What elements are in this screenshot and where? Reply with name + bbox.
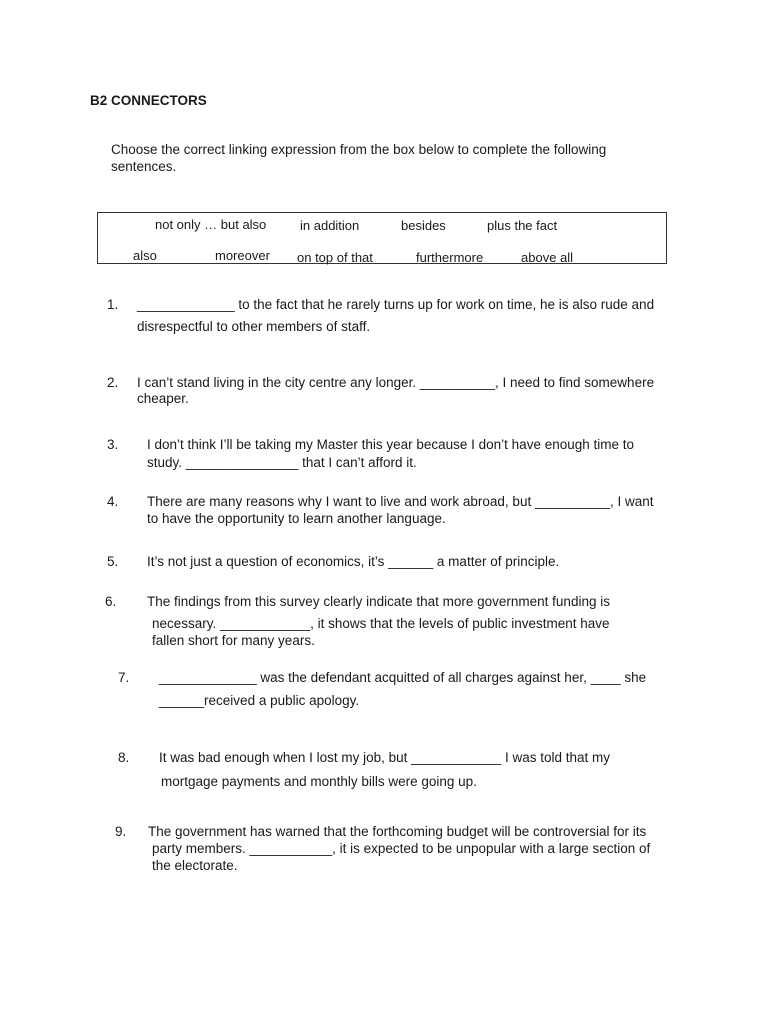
- question-number: 5.: [107, 554, 119, 569]
- question-text: _____________ to the fact that he rarely turns up for work on time, he is also rude and: [137, 297, 655, 312]
- word-option: above all: [521, 250, 574, 265]
- question-text: cheaper.: [137, 391, 189, 406]
- question-text: The findings from this survey clearly indicate that more government funding is: [147, 594, 610, 609]
- question-text: There are many reasons why I want to live and work abroad, but __________, I want: [147, 494, 654, 509]
- word-option: besides: [401, 218, 446, 233]
- word-option: moreover: [215, 248, 270, 263]
- question-text: ______received a public apology.: [159, 693, 360, 708]
- question-text: I don’t think I’ll be taking my Master this year because I don’t have enough time to: [147, 437, 635, 452]
- question-number: 4.: [107, 494, 119, 509]
- word-option: also: [133, 248, 157, 263]
- question-number: 1.: [107, 297, 119, 312]
- question-text: study. _______________ that I can’t afford it.: [147, 455, 417, 470]
- question-text: to have the opportunity to learn another language.: [147, 511, 446, 526]
- question-text: disrespectful to other members of staff.: [137, 319, 371, 334]
- word-option: furthermore: [416, 250, 484, 265]
- word-option: not only … but also: [155, 217, 267, 232]
- question-text: I can’t stand living in the city centre any longer. __________, I need to find somewhere: [137, 375, 655, 390]
- question-number: 7.: [118, 670, 130, 685]
- word-option: plus the fact: [487, 218, 558, 233]
- instructions: Choose the correct linking expression from the box below to complete the following sentences.: [111, 142, 607, 174]
- question-text: It’s not just a question of economics, it’s ______ a matter of principle.: [147, 554, 560, 569]
- question-text: _____________ was the defendant acquitted of all charges against her, ____ she: [159, 670, 647, 685]
- question-text: fallen short for many years.: [152, 633, 315, 648]
- question-text: the electorate.: [152, 858, 238, 873]
- worksheet-title: B2 CONNECTORS: [90, 93, 207, 108]
- question-text: party members. ___________, it is expected to be unpopular with a large section of: [152, 841, 651, 856]
- question-number: 2.: [107, 375, 119, 390]
- question-number: 9.: [115, 824, 127, 839]
- word-option: in addition: [300, 218, 360, 233]
- question-text: The government has warned that the forthcoming budget will be controversial for its: [148, 824, 647, 839]
- word-option: on top of that: [297, 250, 373, 265]
- question-text: mortgage payments and monthly bills were going up.: [161, 774, 477, 789]
- question-number: 8.: [118, 750, 130, 765]
- question-text: necessary. ____________, it shows that the levels of public investment have: [152, 616, 610, 631]
- question-number: 3.: [107, 437, 119, 452]
- word-box: [97, 212, 667, 264]
- question-number: 6.: [105, 594, 117, 609]
- question-text: It was bad enough when I lost my job, but ____________ I was told that my: [159, 750, 611, 765]
